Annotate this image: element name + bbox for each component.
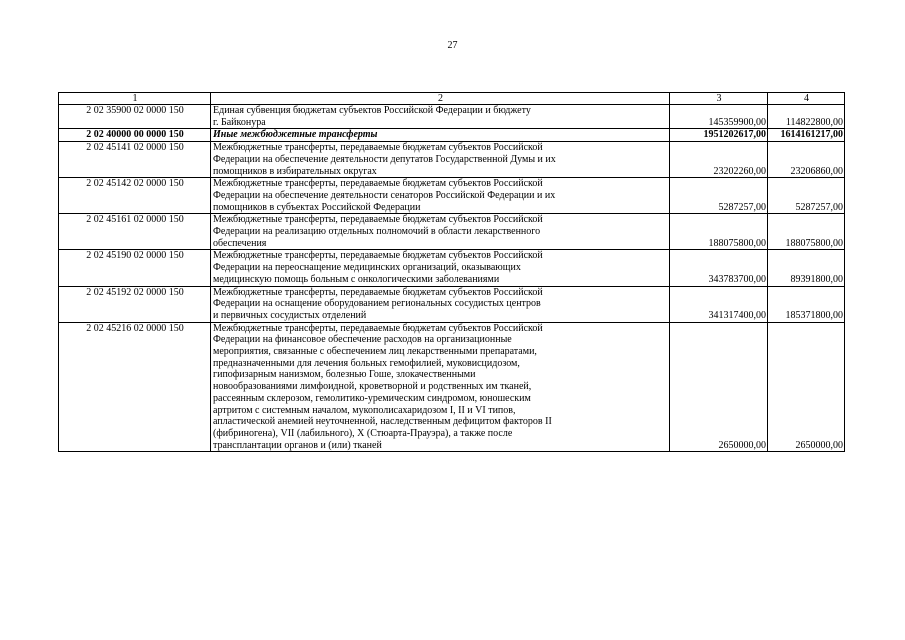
amount-column-3: 145359900,00 [670,105,768,129]
column-header-3: 3 [670,93,768,105]
table-row [59,142,845,178]
amount-column-4: 185371800,00 [768,286,845,322]
amount-column-3: 23202260,00 [670,142,768,178]
budget-code: 2 02 35900 02 0000 150 [59,105,211,129]
amount-column-4: 1614161217,00 [768,129,845,142]
budget-item-name-line: Федерации на обеспечение деятельности сенаторов Российской Федерации и их [213,189,556,201]
budget-item-name-line: предназначенными для лечения больных гемофилией, муковисцидозом, [213,357,520,369]
budget-item-name-line: Межбюджетные трансферты, передаваемые бюджетам субъектов Российской [213,322,543,334]
budget-item-name-line: гипофизарным нанизмом, болезнью Гоше, злокачественными [213,369,476,381]
budget-item-name-line: Федерации на переоснащение медицинских организаций, оказывающих [213,262,521,274]
budget-code: 2 02 45192 02 0000 150 [59,286,211,322]
budget-table [58,92,845,452]
budget-item-name-line: Межбюджетные трансферты, передаваемые бюджетам субъектов Российской [213,214,543,226]
budget-item-name [211,250,670,286]
budget-item-name [211,286,670,322]
budget-item-name-line: помощников в субъектах Российской Федерации [213,201,421,213]
column-header-1: 1 [59,93,211,105]
amount-column-3: 343783700,00 [670,250,768,286]
budget-item-name-line: мероприятия, связанные с обеспечением лиц лекарственными препаратами, [213,346,537,358]
budget-code: 2 02 45216 02 0000 150 [59,322,211,452]
page-number: 27 [447,40,458,51]
budget-code: 2 02 45190 02 0000 150 [59,250,211,286]
budget-item-name-line: Федерации на финансовое обеспечение расходов на организационные [213,334,512,346]
budget-item-name-line: Федерации на обеспечение деятельности депутатов Государственной Думы и их [213,153,556,165]
budget-item-name-line: апластической анемией неуточненной, наследственным дефицитом факторов II [213,416,552,428]
budget-item-name-line: Межбюджетные трансферты, передаваемые бюджетам субъектов Российской [213,142,543,154]
table-row [59,105,845,129]
column-header-4: 4 [768,93,845,105]
table-header-row [59,93,845,105]
table-body [59,105,845,452]
table-row [59,214,845,250]
amount-column-3: 5287257,00 [670,178,768,214]
budget-item-name-line: помощников в избирательных округах [213,165,377,177]
amount-column-4: 2650000,00 [768,322,845,452]
column-header-2: 2 [211,93,670,105]
budget-item-name-line: Федерации на реализацию отдельных полномочий в области лекарственного [213,226,541,238]
budget-item-name [211,322,670,452]
budget-item-name-line: Единая субвенция бюджетам субъектов Российской Федерации и бюджету [213,105,531,116]
budget-item-name-line: Межбюджетные трансферты, передаваемые бюджетам субъектов Российской [213,286,543,298]
table-row [59,178,845,214]
amount-column-3: 1951202617,00 [670,129,768,142]
amount-column-4: 188075800,00 [768,214,845,250]
table-row [59,129,845,142]
budget-code: 2 02 45141 02 0000 150 [59,142,211,178]
budget-item-name [211,214,670,250]
budget-item-name [211,105,670,129]
amount-column-4: 89391800,00 [768,250,845,286]
amount-column-4: 5287257,00 [768,178,845,214]
table-row [59,250,845,286]
budget-item-name-line: новообразованиями лимфоидной, кроветворной и родственных им тканей, [213,381,532,393]
amount-column-3: 2650000,00 [670,322,768,452]
budget-item-name [211,129,670,142]
budget-item-name-line: Иные межбюджетные трансферты [213,129,378,141]
budget-item-name-line: (фибриногена), VII (лабильного), X (Стюарта-Прауэра), а также после [213,427,513,439]
budget-item-name-line: медицинскую помощь больным с онкологическими заболеваниями [213,273,500,285]
budget-item-name-line: артритом с системным началом, мукополисахаридозом I, II и VI типов, [213,404,516,416]
budget-item-name-line: г. Байконура [213,116,266,128]
budget-code: 2 02 45142 02 0000 150 [59,178,211,214]
budget-code: 2 02 40000 00 0000 150 [59,129,211,142]
amount-column-3: 341317400,00 [670,286,768,322]
budget-item-name [211,142,670,178]
amount-column-4: 23206860,00 [768,142,845,178]
budget-item-name-line: и первичных сосудистых отделений [213,309,367,321]
budget-item-name-line: трансплантации органов и (или) тканей [213,439,382,451]
amount-column-3: 188075800,00 [670,214,768,250]
budget-item-name-line: Федерации на оснащение оборудованием региональных сосудистых центров [213,298,541,310]
amount-column-4: 114822800,00 [768,105,845,129]
budget-item-name-line: Межбюджетные трансферты, передаваемые бюджетам субъектов Российской [213,250,543,262]
table-row [59,322,845,452]
budget-item-name [211,178,670,214]
budget-item-name-line: Межбюджетные трансферты, передаваемые бюджетам субъектов Российской [213,178,543,190]
budget-code: 2 02 45161 02 0000 150 [59,214,211,250]
budget-item-name-line: рассеянным склерозом, гемолитико-уремическим синдромом, юношеским [213,392,531,404]
budget-item-name-line: обеспечения [213,237,267,249]
table-row [59,286,845,322]
